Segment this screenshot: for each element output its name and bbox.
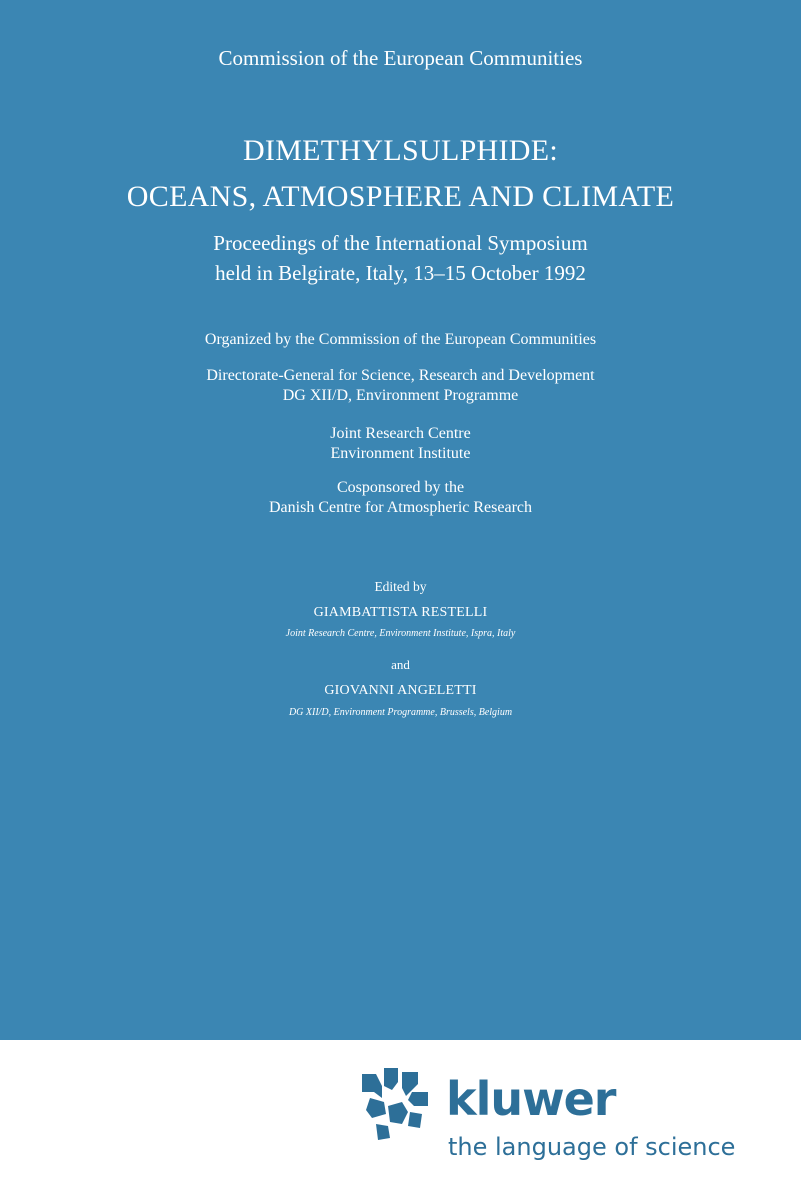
title-line-1: DIMETHYLSULPHIDE:	[242, 134, 559, 167]
commission-header: Commission of the European Communities	[218, 46, 583, 70]
organized-by-text: Organized by the Commission of the European Communities	[204, 331, 597, 348]
kluwer-logo-icon	[362, 1068, 436, 1142]
cosponsor-line-1: Cosponsored by the	[336, 479, 465, 496]
directorate-block	[0, 366, 801, 406]
directorate-line-2: DG XII/D, Environment Programme	[282, 387, 519, 404]
jrc-line-1: Joint Research Centre	[330, 425, 471, 442]
editor-name: GIOVANNI ANGELETTI	[324, 683, 477, 698]
subtitle-line-2: held in Belgirate, Italy, 13–15 October 1992	[215, 261, 586, 285]
jrc-block	[0, 424, 801, 464]
publisher-tagline: the language of science	[448, 1133, 736, 1161]
publisher-brand: kluwer	[446, 1072, 616, 1126]
editor-name: GIAMBATTISTA RESTELLI	[313, 605, 488, 620]
and-label: and	[391, 657, 410, 672]
editor-affiliation: DG XII/D, Environment Programme, Brussels, Belgium	[288, 707, 513, 718]
book-subtitle	[0, 228, 801, 288]
cosponsor-block	[0, 478, 801, 518]
edited-by-label: Edited by	[374, 579, 427, 594]
editor-affiliation: Joint Research Centre, Environment Institute, Ispra, Italy	[285, 628, 516, 639]
cosponsor-line-2: Danish Centre for Atmospheric Research	[268, 499, 533, 516]
subtitle-line-1: Proceedings of the International Symposium	[213, 231, 588, 255]
title-line-2: OCEANS, ATMOSPHERE AND CLIMATE	[126, 180, 675, 213]
book-title	[0, 128, 801, 220]
jrc-line-2: Environment Institute	[330, 445, 471, 462]
directorate-line-1: Directorate-General for Science, Research and Development	[206, 367, 595, 384]
